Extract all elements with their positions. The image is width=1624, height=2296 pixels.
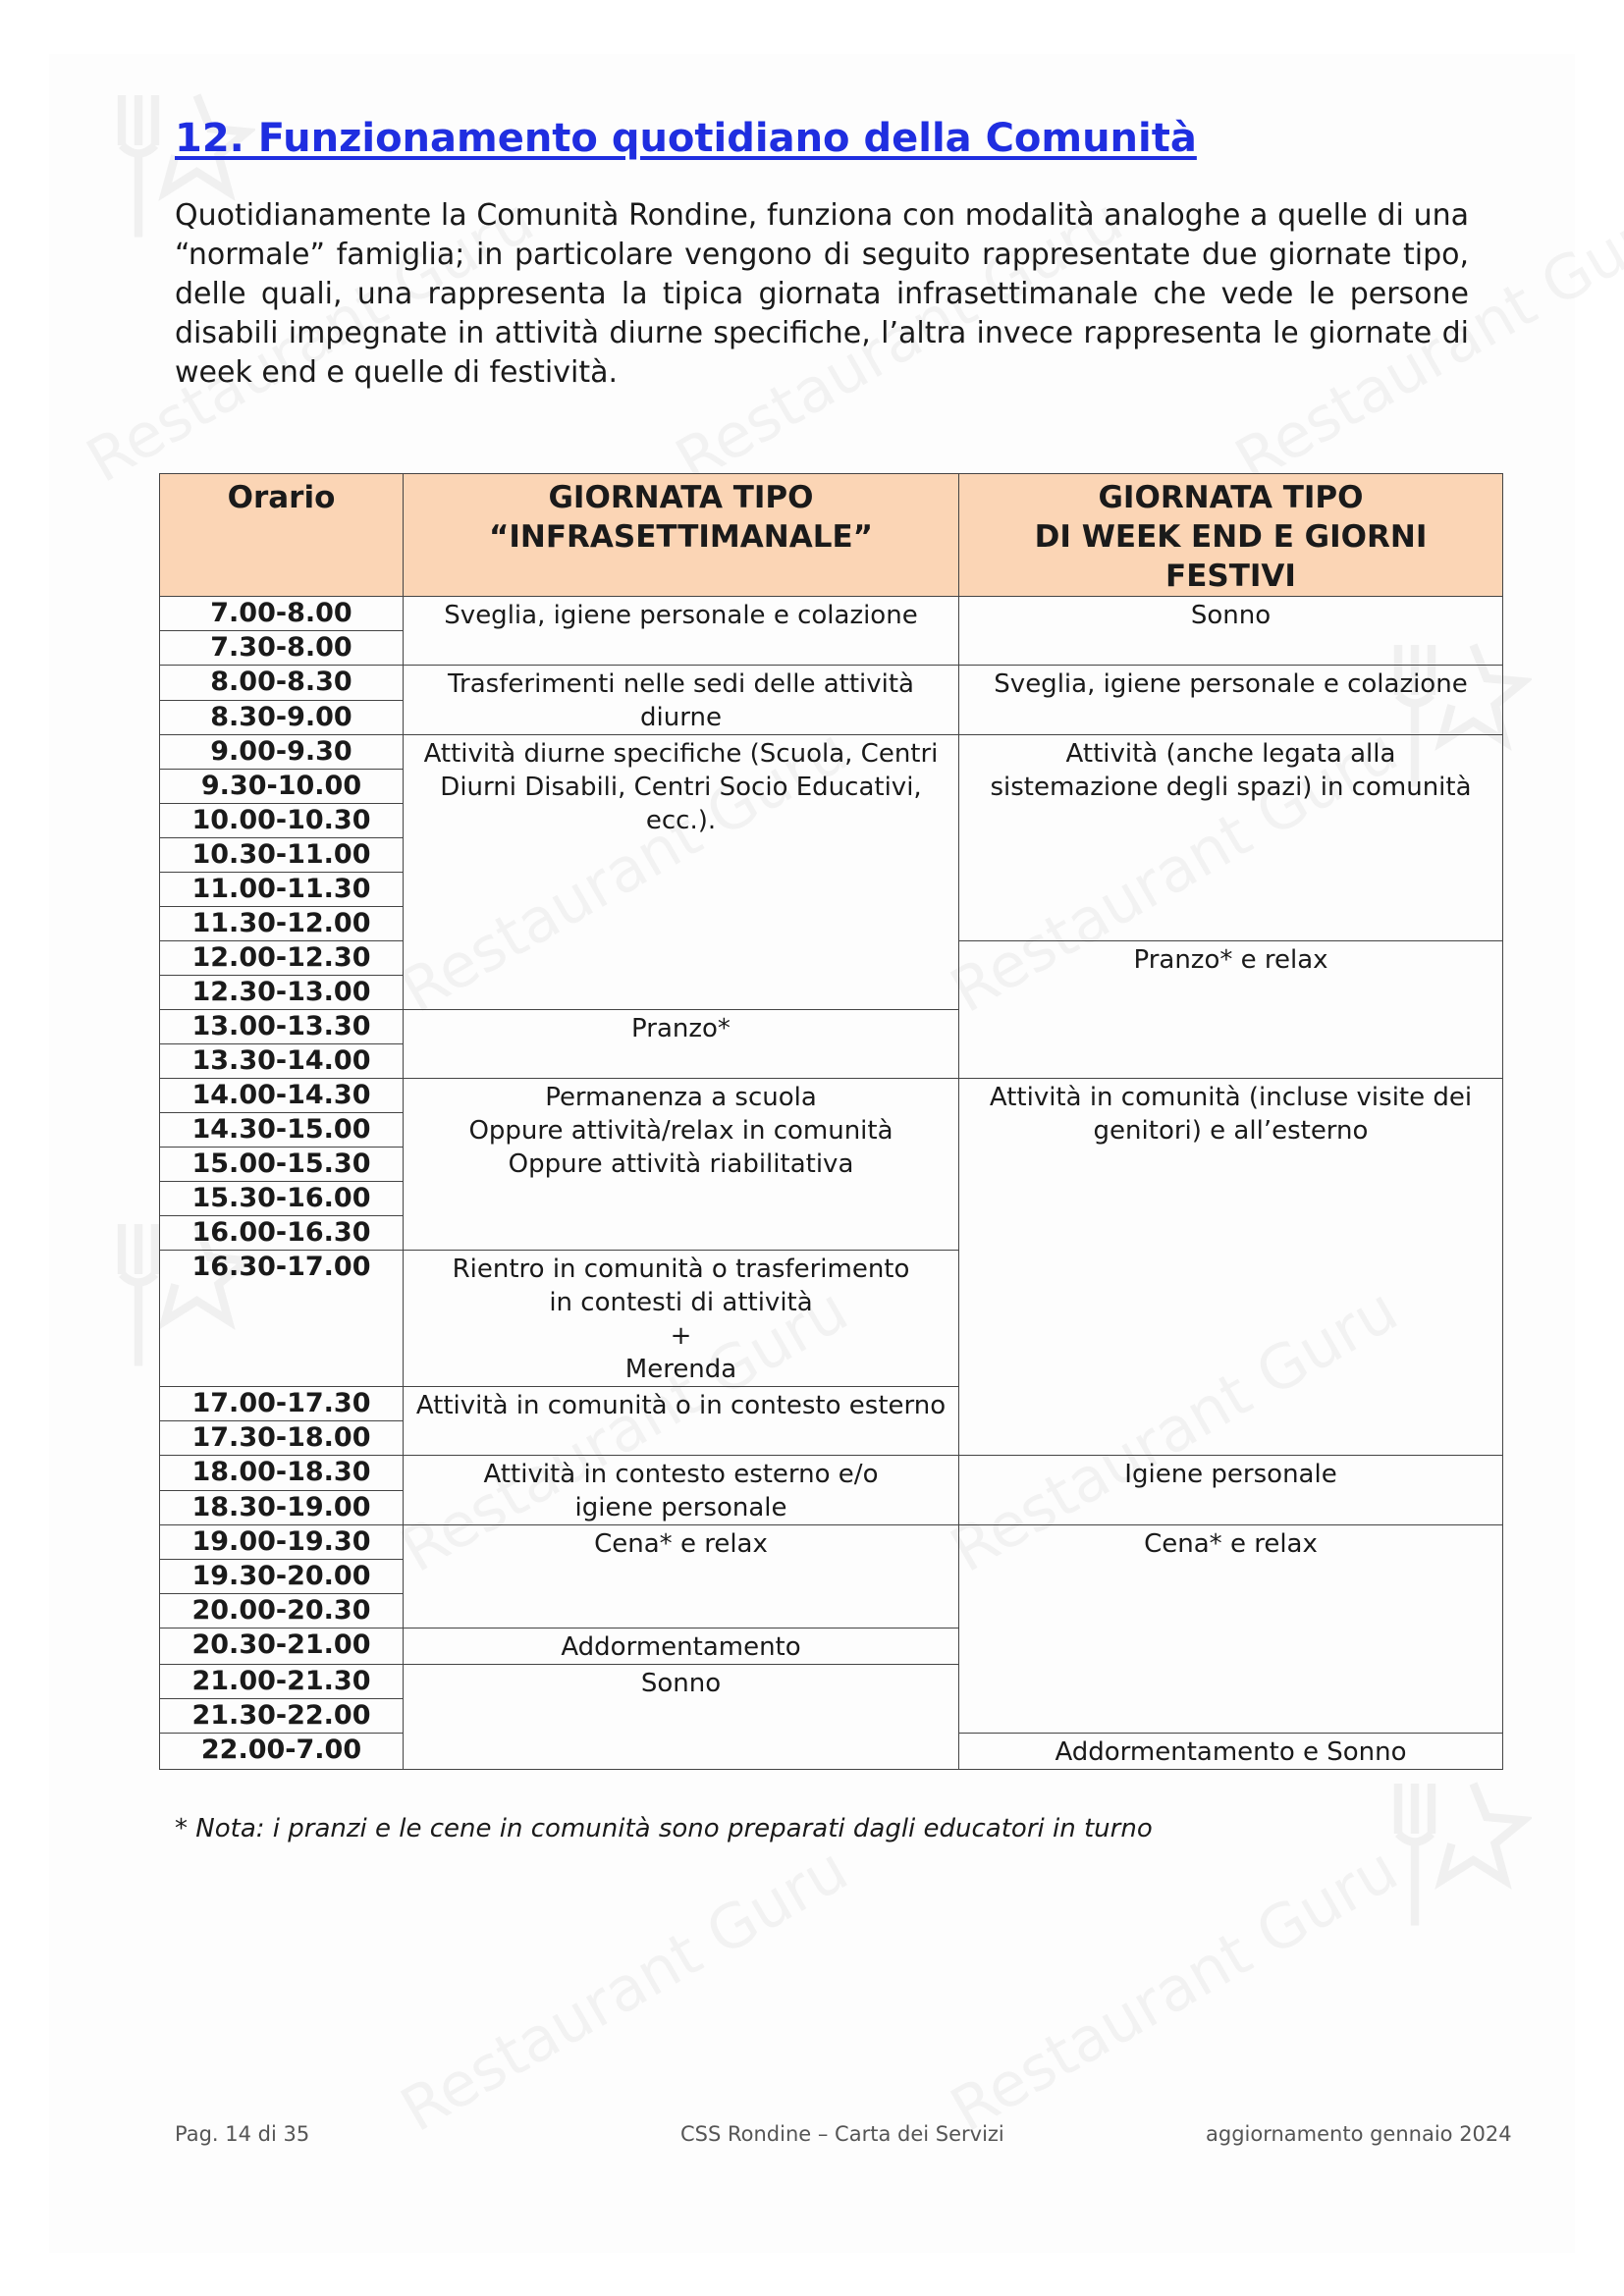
table-row bbox=[160, 1079, 1503, 1113]
weekend-cell: Sveglia, igiene personale e colazione bbox=[959, 666, 1503, 735]
time-cell: 22.00-7.00 bbox=[160, 1734, 404, 1770]
weekend-cell: Sonno bbox=[959, 597, 1503, 666]
time-cell: 18.30-19.00 bbox=[160, 1490, 404, 1525]
weekend-cell: Pranzo* e relax bbox=[959, 941, 1503, 1079]
weekend-cell: Igiene personale bbox=[959, 1456, 1503, 1525]
weekday-cell bbox=[404, 1079, 959, 1251]
header-weekend-line2: DI WEEK END E GIORNI FESTIVI bbox=[1034, 519, 1428, 594]
weekday-return: Rientro in comunità o trasferimento in contesti di attività bbox=[452, 1255, 910, 1317]
weekday-afternoon-line1: Permanenza a scuola bbox=[545, 1083, 817, 1112]
header-weekday-line1: GIORNATA TIPO bbox=[548, 480, 814, 515]
time-cell: 20.00-20.30 bbox=[160, 1594, 404, 1629]
header-weekday-line2: “INFRASETTIMANALE” bbox=[488, 519, 873, 555]
header-weekday bbox=[404, 474, 959, 597]
time-cell: 10.30-11.00 bbox=[160, 838, 404, 873]
weekday-plus: + bbox=[670, 1321, 692, 1351]
footnote: * Nota: i pranzi e le cene in comunità sono preparati dagli educatori in turno bbox=[175, 1814, 1153, 1843]
time-cell: 21.30-22.00 bbox=[160, 1699, 404, 1734]
time-cell: 19.30-20.00 bbox=[160, 1560, 404, 1594]
time-cell: 14.00-14.30 bbox=[160, 1079, 404, 1113]
weekday-snack: Merenda bbox=[624, 1355, 737, 1384]
intro-paragraph: Quotidianamente la Comunità Rondine, funziona con modalità analoghe a quelle di una “normale” famiglia; in particolare vengono di seguito rappresentate due giornate tipo, delle quali, una rappresenta la tipica giornata infrasettimanale che vede le persone disabili impegnate in attività diurne specifiche, l’altra invece rappresenta le giornate di week end e quelle di festività. bbox=[175, 198, 1469, 390]
time-cell: 16.00-16.30 bbox=[160, 1216, 404, 1251]
time-cell: 11.00-11.30 bbox=[160, 873, 404, 907]
time-cell: 16.30-17.00 bbox=[160, 1251, 404, 1387]
time-cell: 11.30-12.00 bbox=[160, 907, 404, 941]
header-weekend-line1: GIORNATA TIPO bbox=[1098, 480, 1364, 515]
section-heading: 12. Funzionamento quotidiano della Comunità bbox=[175, 116, 1197, 161]
time-cell: 15.00-15.30 bbox=[160, 1148, 404, 1182]
weekend-cell: Attività in comunità (incluse visite dei genitori) e all’esterno bbox=[959, 1079, 1503, 1456]
weekday-cell: Sveglia, igiene personale e colazione bbox=[404, 597, 959, 666]
weekday-cell: Addormentamento bbox=[404, 1629, 959, 1665]
time-cell: 7.00-8.00 bbox=[160, 597, 404, 631]
table-row bbox=[160, 597, 1503, 631]
time-cell: 13.30-14.00 bbox=[160, 1044, 404, 1079]
time-cell: 14.30-15.00 bbox=[160, 1113, 404, 1148]
footer-updated: aggiornamento gennaio 2024 bbox=[1206, 2122, 1512, 2146]
weekday-cell: Pranzo* bbox=[404, 1010, 959, 1079]
time-cell: 20.30-21.00 bbox=[160, 1629, 404, 1665]
weekend-cell: Cena* e relax bbox=[959, 1525, 1503, 1734]
time-cell: 15.30-16.00 bbox=[160, 1182, 404, 1216]
daily-schedule-table bbox=[159, 473, 1503, 1770]
weekend-cell: Addormentamento e Sonno bbox=[959, 1734, 1503, 1770]
time-cell: 8.00-8.30 bbox=[160, 666, 404, 701]
footer-document-title: CSS Rondine – Carta dei Servizi bbox=[680, 2122, 1004, 2146]
footer-page-number: Pag. 14 di 35 bbox=[175, 2122, 310, 2146]
time-cell: 10.00-10.30 bbox=[160, 804, 404, 838]
weekend-cell: Attività (anche legata alla sistemazione degli spazi) in comunità bbox=[959, 735, 1503, 941]
weekday-cell: Cena* e relax bbox=[404, 1525, 959, 1629]
table-row bbox=[160, 1456, 1503, 1491]
time-cell: 17.00-17.30 bbox=[160, 1387, 404, 1421]
header-weekend bbox=[959, 474, 1503, 597]
time-cell: 19.00-19.30 bbox=[160, 1525, 404, 1560]
header-time: Orario bbox=[160, 474, 404, 597]
time-cell: 7.30-8.00 bbox=[160, 631, 404, 666]
table-row bbox=[160, 735, 1503, 770]
table-row bbox=[160, 1525, 1503, 1560]
time-cell: 12.00-12.30 bbox=[160, 941, 404, 976]
time-cell: 8.30-9.00 bbox=[160, 700, 404, 735]
time-cell: 13.00-13.30 bbox=[160, 1010, 404, 1044]
table-header-row bbox=[160, 474, 1503, 597]
time-cell: 12.30-13.00 bbox=[160, 976, 404, 1010]
weekday-cell: Sonno bbox=[404, 1665, 959, 1770]
time-cell: 18.00-18.30 bbox=[160, 1456, 404, 1491]
time-cell: 21.00-21.30 bbox=[160, 1665, 404, 1699]
weekday-cell: Attività in contesto esterno e/o igiene personale bbox=[404, 1456, 959, 1525]
weekday-afternoon-line3: Oppure attività riabilitativa bbox=[508, 1149, 854, 1179]
weekday-afternoon-line2: Oppure attività/relax in comunità bbox=[468, 1116, 893, 1146]
time-cell: 9.30-10.00 bbox=[160, 770, 404, 804]
weekday-cell: Trasferimenti nelle sedi delle attività diurne bbox=[404, 666, 959, 735]
weekday-cell: Attività diurne specifiche (Scuola, Centri Diurni Disabili, Centri Socio Educativi, ecc.). bbox=[404, 735, 959, 1010]
time-cell: 17.30-18.00 bbox=[160, 1421, 404, 1456]
weekday-cell bbox=[404, 1251, 959, 1387]
weekday-cell: Attività in comunità o in contesto esterno bbox=[404, 1387, 959, 1456]
table-row bbox=[160, 666, 1503, 701]
time-cell: 9.00-9.30 bbox=[160, 735, 404, 770]
